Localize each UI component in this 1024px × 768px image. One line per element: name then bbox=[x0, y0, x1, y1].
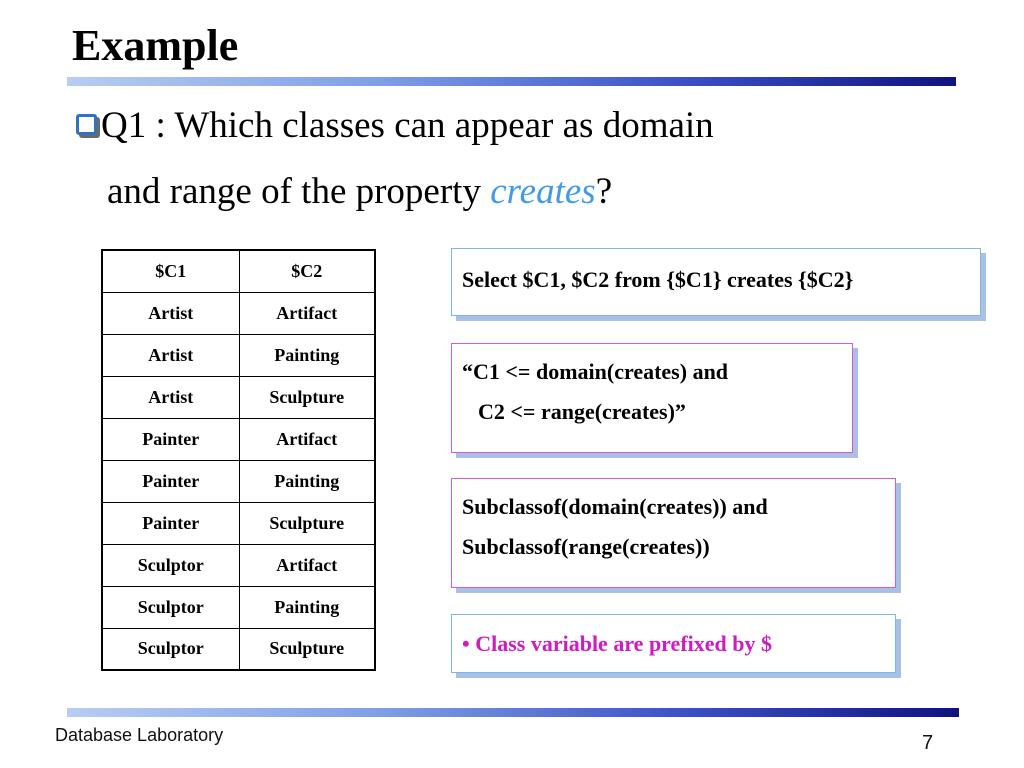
condition-line-1: “C1 <= domain(creates) and bbox=[462, 359, 729, 384]
table-row bbox=[102, 628, 375, 670]
subclass-box bbox=[451, 478, 896, 588]
table-cell: Sculptor bbox=[102, 544, 239, 586]
question-line-2 bbox=[107, 170, 612, 214]
note-box bbox=[451, 614, 896, 673]
table-cell: Sculpture bbox=[239, 628, 375, 670]
question-text: Q1 : Which classes can appear as domain bbox=[101, 105, 714, 146]
table-cell: Artist bbox=[102, 334, 239, 376]
table-row bbox=[102, 586, 375, 628]
subclass-line-2: Subclassof(range(creates)) bbox=[462, 534, 710, 559]
condition-line-2: C2 <= range(creates)” bbox=[478, 399, 686, 424]
query-text: Select $C1, $C2 from {$C1} creates {$C2} bbox=[462, 267, 854, 292]
table-header-c1: $C1 bbox=[102, 250, 239, 292]
condition-box bbox=[451, 343, 853, 453]
table-cell: Sculptor bbox=[102, 586, 239, 628]
table-row bbox=[102, 334, 375, 376]
table-cell: Painting bbox=[239, 334, 375, 376]
page-number: 7 bbox=[922, 732, 934, 754]
question-mark: ? bbox=[595, 171, 613, 212]
footer-divider bbox=[67, 708, 959, 717]
title-divider bbox=[67, 77, 956, 86]
question-line-1 bbox=[76, 104, 714, 148]
table-cell: Sculpture bbox=[239, 376, 375, 418]
table-cell: Artifact bbox=[239, 418, 375, 460]
note-text: • Class variable are prefixed by $ bbox=[462, 631, 772, 656]
table-row bbox=[102, 292, 375, 334]
table-row bbox=[102, 376, 375, 418]
table-cell: Artifact bbox=[239, 544, 375, 586]
table-cell: Artifact bbox=[239, 292, 375, 334]
table-cell: Sculptor bbox=[102, 628, 239, 670]
table-cell: Artist bbox=[102, 376, 239, 418]
question-continuation: and range of the property bbox=[107, 171, 491, 212]
table-cell: Painting bbox=[239, 586, 375, 628]
subclass-line-1: Subclassof(domain(creates)) and bbox=[462, 494, 768, 519]
footer-lab-name: Database Laboratory bbox=[55, 725, 224, 745]
table-cell: Painter bbox=[102, 418, 239, 460]
table-row bbox=[102, 502, 375, 544]
query-box bbox=[451, 248, 981, 316]
table-cell: Sculpture bbox=[239, 502, 375, 544]
table-cell: Painting bbox=[239, 460, 375, 502]
checkbox-bullet-icon bbox=[76, 114, 97, 135]
slide-title: Example bbox=[72, 21, 239, 70]
property-emphasis: creates bbox=[490, 171, 596, 212]
table-cell: Artist bbox=[102, 292, 239, 334]
table-header-c2: $C2 bbox=[239, 250, 375, 292]
table-row bbox=[102, 418, 375, 460]
table-header-row bbox=[102, 250, 375, 292]
table-cell: Painter bbox=[102, 502, 239, 544]
table-row bbox=[102, 460, 375, 502]
table-cell: Painter bbox=[102, 460, 239, 502]
results-table bbox=[101, 249, 376, 671]
table-row bbox=[102, 544, 375, 586]
